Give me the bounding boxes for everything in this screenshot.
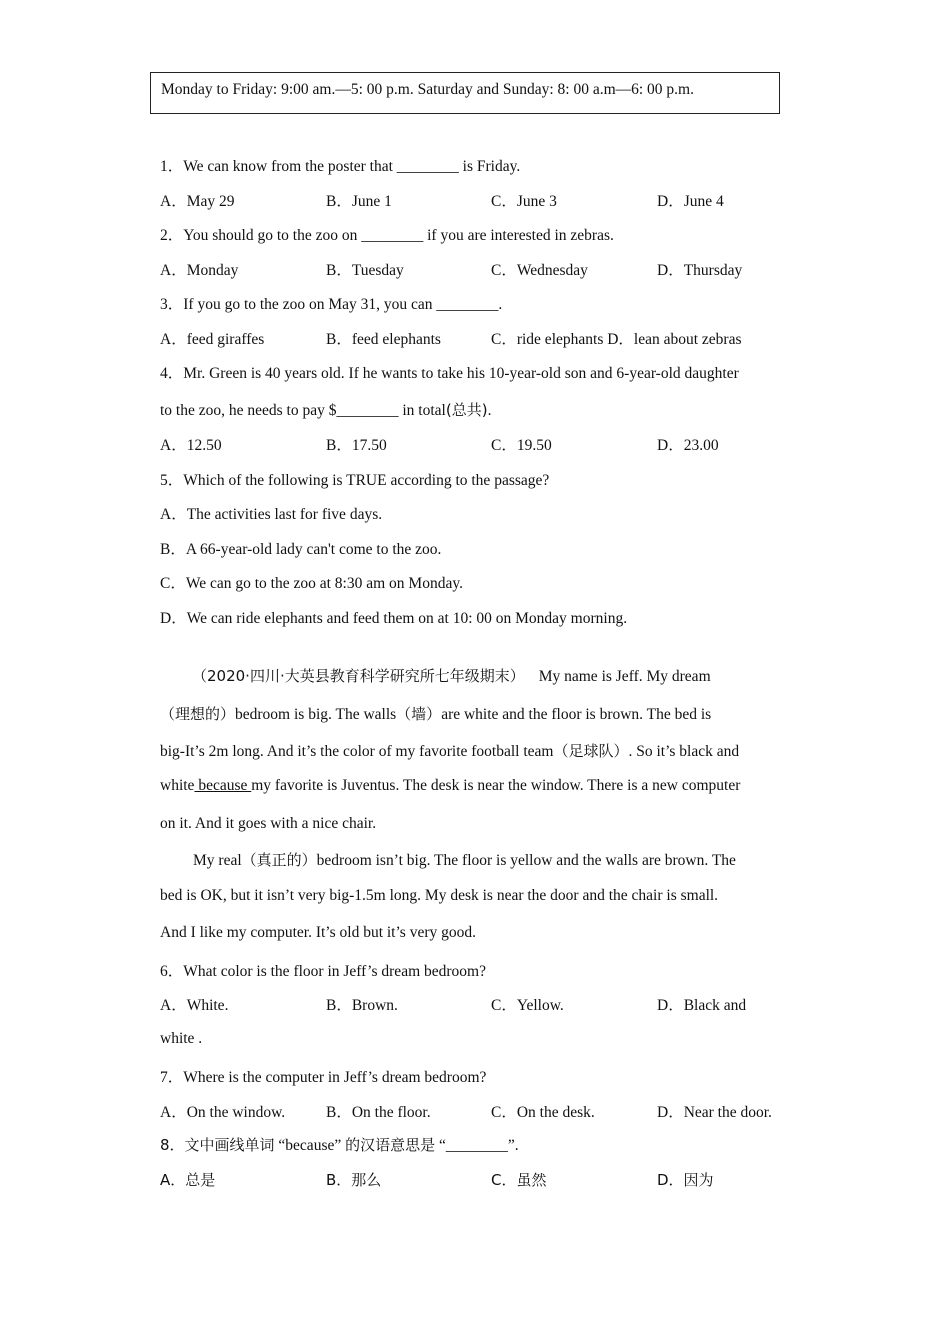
passage-l1-tail: My name is Jeff. My dream [538, 668, 711, 685]
q1-option-b: B．June 1 [326, 193, 392, 210]
q6-option-a: A．White. [160, 997, 229, 1014]
q5-option-b: B．A 66-year-old lady can't come to the zoo. [160, 541, 442, 558]
passage-l3-cn: （足球队） [553, 742, 629, 760]
q8-option-c: C．虽然 [491, 1171, 547, 1189]
q7-option-b: B．On the floor. [326, 1104, 431, 1121]
passage-l4-a: white [160, 777, 195, 794]
passage-l3-a: big-It’s 2m long. And it’s the color of my favorite football team [160, 743, 554, 760]
question-7-stem: 7．Where is the computer in Jeff’s dream bedroom? [160, 1069, 487, 1086]
q8-option-d: D．因为 [657, 1171, 714, 1189]
q5-option-d: D．We can ride elephants and feed them on at 10: 00 on Monday morning. [160, 610, 628, 627]
passage-line-5: on it. And it goes with a nice chair. [160, 815, 377, 832]
q3-option-c-d: C．ride elephants D．lean about zebras [491, 331, 742, 348]
passage-l3-b: . So it’s black and [628, 743, 740, 760]
q4-option-a: A．12.50 [160, 437, 222, 454]
q4-option-b: B．17.50 [326, 437, 387, 454]
passage-line-1 [192, 665, 711, 686]
q2-option-b: B．Tuesday [326, 262, 404, 279]
q4-option-d: D．23.00 [657, 437, 719, 454]
opening-hours-text: Monday to Friday: 9:00 am.—5: 00 p.m. Saturday and Sunday: 8: 00 a.m—6: 00 p.m. [161, 81, 694, 98]
underlined-because: because [194, 777, 252, 794]
question-4-stem-line1: 4．Mr. Green is 40 years old. If he wants to take his 10-year-old son and 6-year-old daughter [160, 365, 739, 382]
passage-line-4 [160, 777, 740, 795]
q1-option-d: D．June 4 [657, 193, 724, 210]
question-8-stem [160, 1134, 519, 1155]
q2-option-a: A．Monday [160, 262, 239, 279]
passage-line-2 [160, 703, 711, 724]
passage-l2-b: are white and the floor is brown. The bed is [441, 706, 712, 723]
q2-option-c: C．Wednesday [491, 262, 588, 279]
q6-option-d: D．Black and [657, 997, 747, 1014]
q5-option-c: C．We can go to the zoo at 8:30 am on Monday. [160, 575, 463, 592]
question-3-stem: 3．If you go to the zoo on May 31, you can ________. [160, 296, 503, 313]
passage-l2-cn2: （墙） [396, 705, 442, 723]
opening-hours-box [150, 72, 780, 114]
q2-option-d: D．Thursday [657, 262, 743, 279]
q4-stem-text: to the zoo, he needs to pay $________ in total [160, 402, 446, 419]
passage-source: （2020·四川·大英县教育科学研究所七年级期末） [192, 667, 525, 685]
question-6-stem: 6．What color is the floor in Jeff’s dream bedroom? [160, 963, 486, 980]
q1-option-a: A．May 29 [160, 193, 235, 210]
question-5-stem: 5．Which of the following is TRUE according to the passage? [160, 472, 550, 489]
q8-option-a: A．总是 [160, 1171, 216, 1189]
passage-line-3 [160, 740, 739, 761]
q5-option-a: A．The activities last for five days. [160, 506, 383, 523]
passage-p2-l1-cn: （真正的） [241, 851, 317, 869]
q4-option-c: C．19.50 [491, 437, 552, 454]
passage-p2-line-2: bed is OK, but it isn’t very big-1.5m long. My desk is near the door and the chair is small. [160, 887, 719, 904]
question-4-stem-line2 [160, 399, 491, 420]
q6-option-c: C．Yellow. [491, 997, 564, 1014]
q1-option-c: C．June 3 [491, 193, 557, 210]
passage-p2-line-3: And I like my computer. It’s old but it’s very good. [160, 924, 476, 941]
q7-option-d: D．Near the door. [657, 1104, 772, 1121]
q4-stem-end: . [487, 402, 492, 419]
q6-option-b: B．Brown. [326, 997, 398, 1014]
q7-option-c: C．On the desk. [491, 1104, 595, 1121]
q6-option-d-wrap: white . [160, 1030, 203, 1047]
passage-p2-l1-b: bedroom isn’t big. The floor is yellow and the walls are brown. The [316, 852, 736, 869]
q8-stem-cn1: 8．文中画线单词 [160, 1136, 275, 1154]
q3-option-b: B．feed elephants [326, 331, 441, 348]
passage-p2-line-1 [193, 849, 736, 870]
q8-stem-tail: “________”. [435, 1137, 519, 1154]
q3-option-a: A．feed giraffes [160, 331, 265, 348]
q8-stem-en: “because” [274, 1137, 346, 1154]
q7-option-a: A．On the window. [160, 1104, 286, 1121]
question-2-stem: 2．You should go to the zoo on ________ if you are interested in zebras. [160, 227, 614, 244]
q8-stem-cn2: 的汉语意思是 [345, 1136, 436, 1154]
passage-p2-l1-a: My real [193, 852, 242, 869]
q4-stem-cn: (总共) [445, 401, 488, 419]
passage-l2-a: bedroom is big. The walls [235, 706, 397, 723]
question-1-stem: 1．We can know from the poster that ________ is Friday. [160, 158, 521, 175]
q8-option-b: B．那么 [326, 1171, 382, 1189]
passage-l2-cn1: （理想的） [160, 705, 236, 723]
passage-l4-b: my favorite is Juventus. The desk is near the window. There is a new computer [251, 777, 741, 794]
